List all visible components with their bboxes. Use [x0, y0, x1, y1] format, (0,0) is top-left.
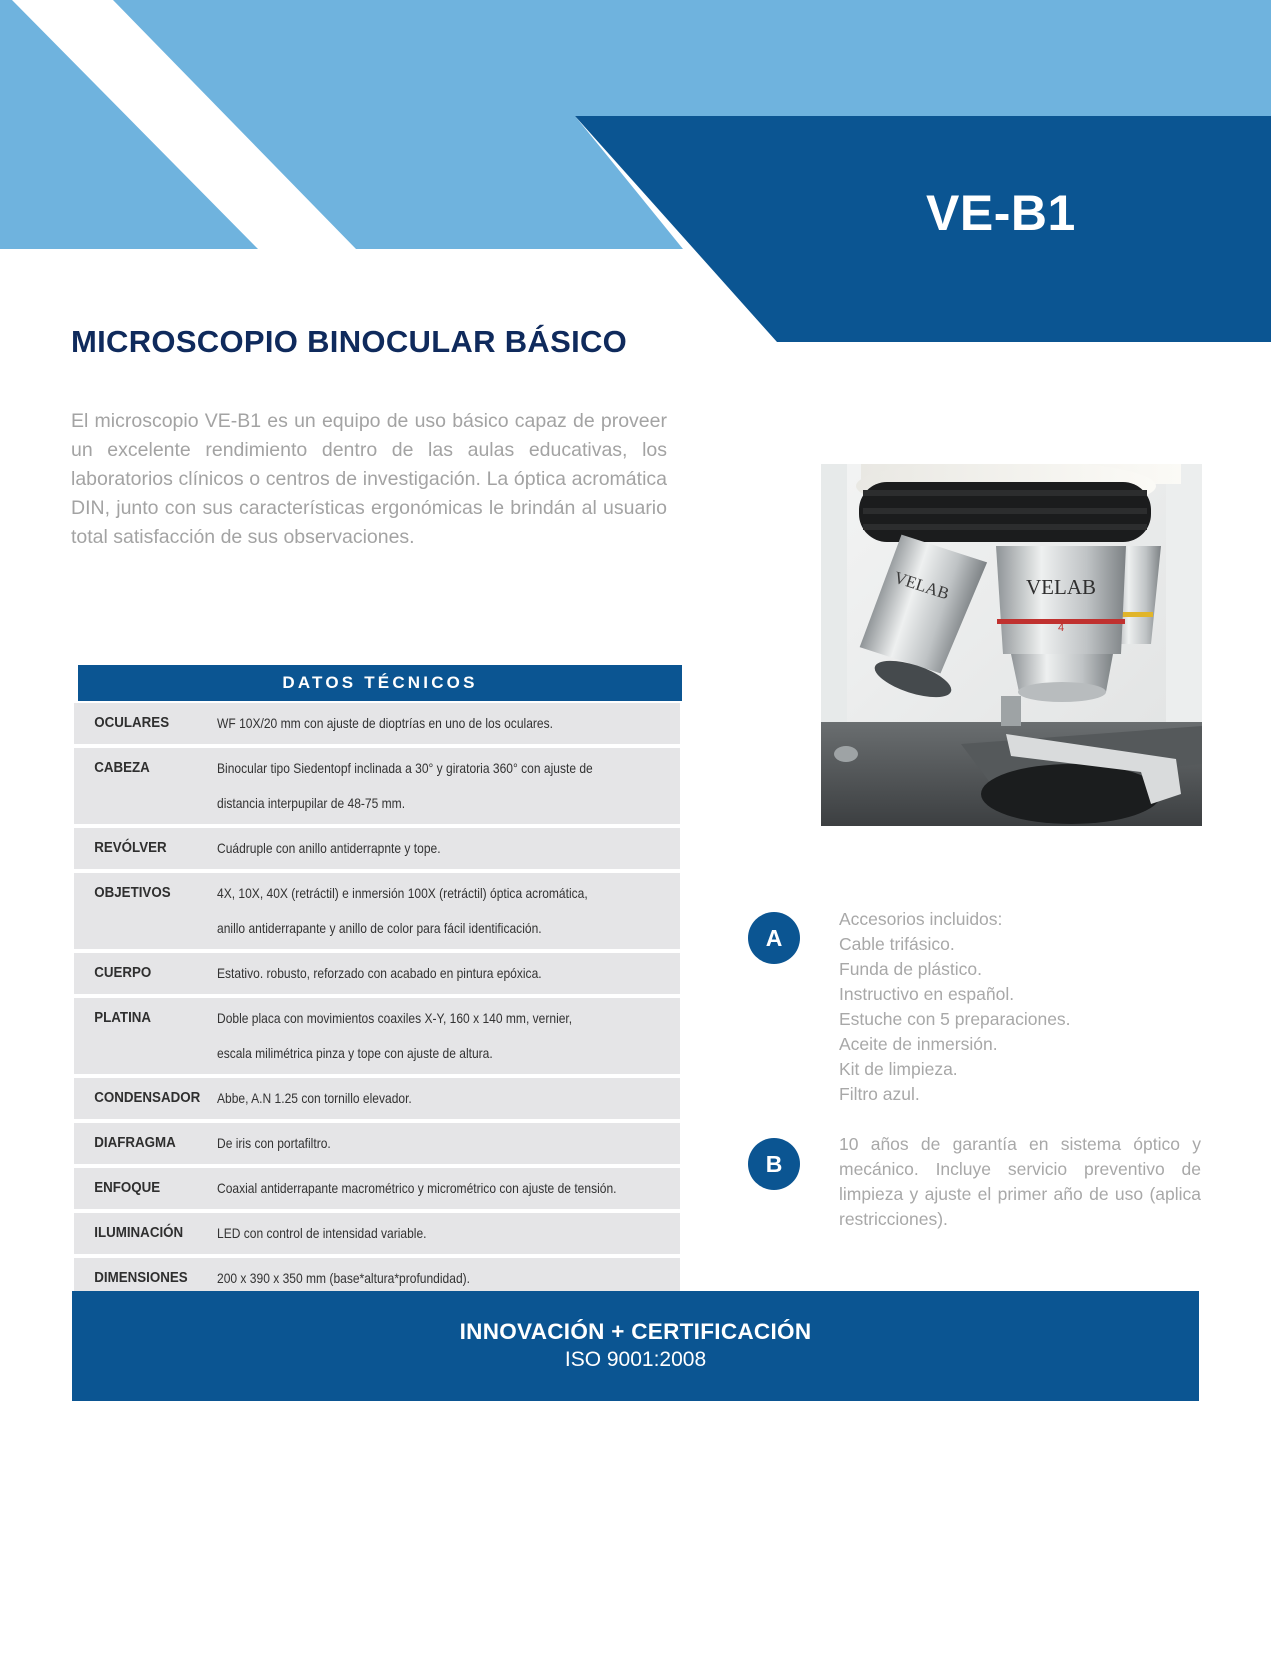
tech-value	[217, 706, 615, 741]
tech-value-line: Doble placa con movimientos coaxiles X-Y, 160 x 140 mm, vernier,	[217, 1010, 573, 1026]
footer-tagline: INNOVACIÓN + CERTIFICACIÓN	[459, 1319, 812, 1344]
tech-value	[217, 831, 615, 866]
tech-table-header: DATOS TÉCNICOS	[78, 665, 682, 701]
accessory-item: Funda de plástico.	[839, 959, 983, 979]
microscope-photo	[821, 464, 1202, 826]
tech-value	[217, 1216, 615, 1251]
warranty-text: 10 años de garantía en sistema óptico y mecánico. Incluye servicio preventivo de limpieza y ajuste el primer año de uso (aplica restricciones).	[839, 1134, 1201, 1229]
tech-value-line: escala milimétrica pinza y tope con ajuste de altura.	[217, 1045, 493, 1061]
tech-row	[74, 703, 680, 748]
objective-brand: VELAB	[1026, 575, 1096, 599]
accessories-list	[839, 907, 1199, 1107]
product-description: El microscopio VE-B1 es un equipo de uso básico capaz de proveer un excelente rendimiento dentro de las aulas educativas, los laboratorios clínicos o centros de investigación. La óptica acromática DIN, junto con sus características ergonómicas le brindán al usuario total satisfacción de sus observaciones.	[71, 410, 667, 548]
accessory-item: Aceite de inmersión.	[839, 1034, 998, 1054]
tech-value-line: Cuádruple con anillo antiderrapnte y tope.	[217, 840, 441, 856]
tech-value	[217, 1126, 615, 1161]
tech-row	[74, 873, 680, 953]
tech-value-line: 200 x 390 x 350 mm (base*altura*profundidad).	[217, 1270, 471, 1286]
badge-b: B	[748, 1138, 800, 1190]
tech-row	[74, 1213, 680, 1258]
tech-table-body	[74, 703, 680, 1383]
accessory-item: Instructivo en español.	[839, 984, 1015, 1004]
tech-value-line: WF 10X/20 mm con ajuste de dioptrías en uno de los oculares.	[217, 715, 553, 731]
header-graphic	[0, 0, 1271, 345]
tech-row	[74, 953, 680, 998]
tech-value	[217, 1171, 617, 1206]
tech-value-line: Estativo. robusto, reforzado con acabado en pintura epóxica.	[217, 965, 542, 981]
model-code: VE-B1	[926, 185, 1076, 241]
accessory-item: Filtro azul.	[839, 1084, 920, 1104]
tech-label: ILUMINACIÓN	[94, 1225, 184, 1241]
tech-label: OBJETIVOS	[94, 885, 171, 901]
badge-a: A	[748, 912, 800, 964]
tech-value-line: De iris con portafiltro.	[217, 1135, 331, 1151]
tech-table	[74, 665, 684, 1383]
objective-mark: 4	[1057, 622, 1065, 634]
tech-value	[217, 751, 615, 821]
tech-label: REVÓLVER	[94, 840, 167, 856]
product-title: MICROSCOPIO BINOCULAR BÁSICO	[71, 324, 628, 359]
tech-label: PLATINA	[94, 1010, 152, 1026]
accessory-item: Estuche con 5 preparaciones.	[839, 1009, 1071, 1029]
tech-row	[74, 1168, 680, 1213]
tech-label: CONDENSADOR	[94, 1090, 201, 1106]
tech-value-line: distancia interpupilar de 48-75 mm.	[217, 795, 406, 811]
tech-value	[217, 876, 615, 946]
tech-row	[74, 998, 680, 1078]
tech-label: CUERPO	[94, 965, 152, 981]
tech-value	[217, 1001, 615, 1071]
tech-value	[217, 1081, 615, 1116]
tech-label: ENFOQUE	[94, 1180, 161, 1196]
tech-value-line: anillo antiderrapante y anillo de color para fácil identificación.	[217, 920, 542, 936]
tech-value	[217, 956, 615, 991]
accessory-item: Cable trifásico.	[839, 934, 955, 954]
tech-value-line: Coaxial antiderrapante macrométrico y micrométrico con ajuste de tensión.	[217, 1180, 617, 1196]
tech-row	[74, 1123, 680, 1168]
tech-row	[74, 828, 680, 873]
tech-value-line: LED con control de intensidad variable.	[217, 1225, 427, 1241]
tech-value-line: Abbe, A.N 1.25 con tornillo elevador.	[217, 1090, 412, 1106]
tech-value-line: Binocular tipo Siedentopf inclinada a 30° y giratoria 360° con ajuste de	[217, 760, 593, 776]
tech-label: OCULARES	[94, 715, 170, 731]
tech-row	[74, 748, 680, 828]
tech-label: DIMENSIONES	[94, 1270, 188, 1286]
footer-certification: ISO 9001:2008	[564, 1348, 707, 1371]
footer-banner	[72, 1291, 1199, 1401]
tech-row	[74, 1078, 680, 1123]
header-dark-band	[575, 116, 1271, 342]
tech-value-line: 4X, 10X, 40X (retráctil) e inmersión 100X (retráctil) óptica acromática,	[217, 885, 588, 901]
accessory-item: Kit de limpieza.	[839, 1059, 958, 1079]
accessories-heading: Accesorios incluidos:	[839, 909, 1003, 929]
svg-text:VELAB: VELAB	[891, 567, 952, 604]
tech-label: CABEZA	[94, 760, 150, 776]
tech-label: DIAFRAGMA	[94, 1135, 176, 1151]
